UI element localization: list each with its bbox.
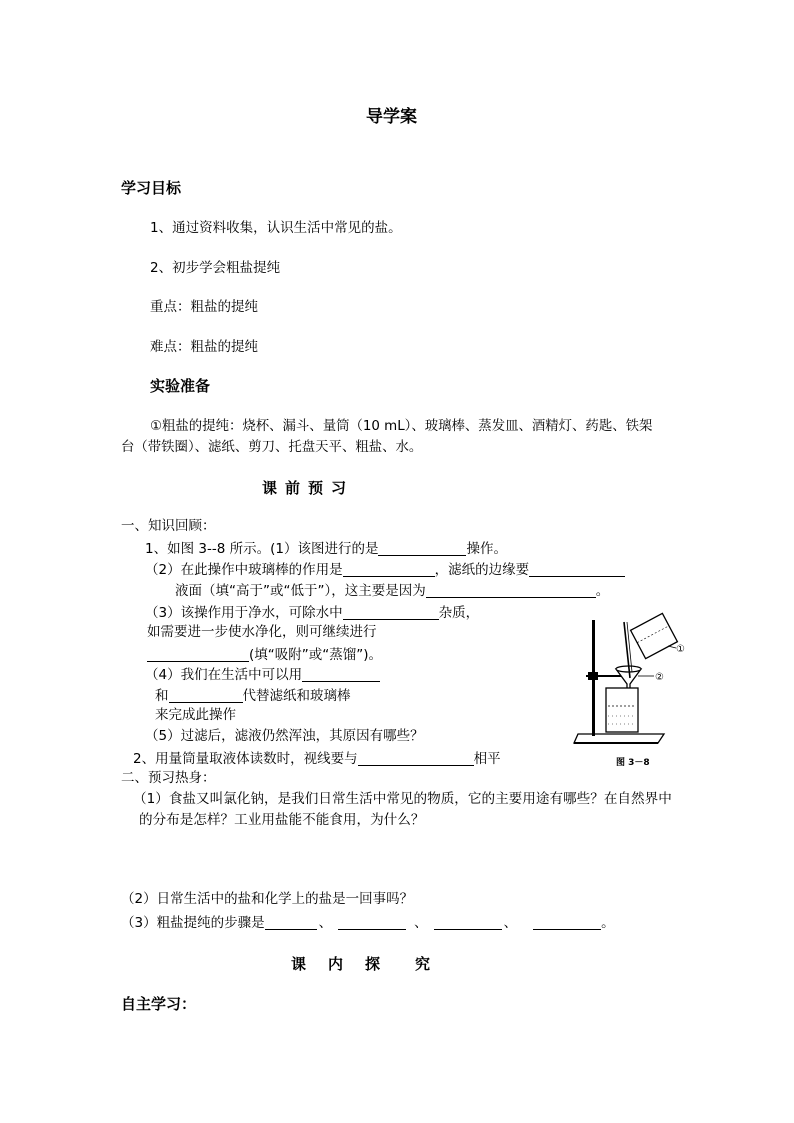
- part2-heading: 二、预习热身：: [121, 770, 216, 786]
- warmup-3: [121, 915, 615, 931]
- answer-blank[interactable]: [533, 915, 601, 930]
- stand-base: [574, 734, 664, 743]
- question-2-cont: [175, 583, 609, 599]
- filtration-figure: [572, 612, 692, 772]
- step-separator: 、: [503, 915, 518, 931]
- question-1: [145, 541, 507, 557]
- key-point: 重点：粗盐的提纯: [150, 299, 258, 315]
- answer-blank[interactable]: [338, 915, 406, 930]
- question-2-text: （2）在此操作中玻璃棒的作用是: [145, 562, 343, 578]
- difficulty-point: 难点：粗盐的提纯: [150, 339, 258, 355]
- question-2-text-2: 液面（填“高于”或“低于”），这主要是因为: [175, 583, 426, 599]
- question-3: [145, 605, 479, 621]
- question-4: [145, 667, 380, 683]
- inclass-heading: [291, 957, 435, 972]
- prep-line-2: 台（带铁圈）、滤纸、剪刀、托盘天平、粗盐、水。: [121, 440, 423, 455]
- question-2-end: 。: [595, 583, 610, 599]
- step-separator: 、: [318, 915, 333, 931]
- question-4-cont-2: 来完成此操作: [155, 707, 236, 723]
- preview-heading-char: 习: [331, 479, 347, 497]
- question-2: [145, 562, 625, 578]
- answer-blank[interactable]: [426, 583, 596, 598]
- figure-label-2: ②: [655, 672, 664, 683]
- warmup-3-text: （3）粗盐提纯的步骤是: [121, 915, 265, 931]
- pouring-beaker: [631, 613, 678, 658]
- question-2-mid: ，滤纸的边缘要: [434, 562, 530, 578]
- part1-heading: 一、知识回顾：: [121, 518, 216, 534]
- label-leader: [668, 646, 676, 648]
- prep-line-1: ①粗盐的提纯：烧杯、漏斗、量筒（10 mL）、玻璃棒、蒸发皿、酒精灯、药匙、铁架: [150, 419, 653, 434]
- warmup-2: （2）日常生活中的盐和化学上的盐是一回事吗？: [121, 891, 414, 907]
- page-title: 导学案: [366, 107, 417, 127]
- question-3-end: (填“吸附”或“蒸馏”)。: [249, 647, 383, 663]
- question-3-mid: 杂质，: [438, 605, 480, 621]
- answer-blank[interactable]: [343, 562, 435, 577]
- answer-blank[interactable]: [343, 605, 439, 620]
- preview-heading-char: 前: [285, 479, 301, 497]
- question-6: [133, 751, 501, 767]
- warmup-3-end: 。: [601, 915, 615, 931]
- step-separator: 、: [414, 915, 428, 931]
- question-6-end: 相平: [473, 751, 501, 767]
- question-6-text: 2、用量筒量取液体读数时，视线要与: [133, 751, 358, 767]
- question-4-cont: [155, 688, 351, 704]
- objective-2: 2、初步学会粗盐提纯: [150, 260, 281, 276]
- answer-blank[interactable]: [378, 541, 466, 556]
- answer-blank[interactable]: [169, 688, 243, 703]
- objective-1: 1、通过资料收集，认识生活中常见的盐。: [150, 220, 402, 236]
- question-5: （5）过滤后，滤液仍然浑浊，其原因有哪些？: [145, 728, 424, 744]
- warmup-1: （1）食盐又叫氯化钠，是我们日常生活中常见的物质，它的主要用途有哪些？在自然界中: [133, 791, 672, 807]
- receiving-beaker: [606, 688, 638, 732]
- answer-blank[interactable]: [529, 562, 625, 577]
- answer-blank[interactable]: [147, 647, 249, 662]
- self-study-heading: 自主学习：: [121, 995, 197, 1013]
- figure-label-1: ①: [676, 644, 685, 655]
- question-3-cont: 如需要进一步使水净化，则可继续进行: [147, 624, 377, 640]
- question-4-and: 和: [155, 688, 169, 704]
- inclass-heading-char: 探: [365, 955, 381, 973]
- clamp-knob: [588, 672, 598, 680]
- figure-caption: 图 3－8: [616, 758, 650, 768]
- objectives-heading: 学习目标: [121, 179, 182, 197]
- question-4-text: （4）我们在生活中可以用: [145, 667, 303, 683]
- inclass-heading-char: 究: [415, 955, 431, 973]
- inclass-heading-char: 课: [291, 955, 307, 973]
- question-4-text-2: 代替滤纸和玻璃棒: [242, 688, 351, 704]
- inclass-heading-char: 内: [328, 955, 344, 973]
- answer-blank[interactable]: [265, 915, 317, 930]
- preview-heading: [262, 481, 354, 496]
- question-3-text: （3）该操作用于净水，可除水中: [145, 605, 343, 621]
- preview-heading-char: 课: [262, 479, 278, 497]
- warmup-1-cont: 的分布是怎样？工业用盐能不能食用，为什么？: [139, 812, 425, 828]
- question-3-cont-2: [147, 647, 382, 663]
- prep-heading: 实验准备: [150, 377, 211, 395]
- question-1-end: 操作。: [466, 541, 507, 557]
- preview-heading-char: 预: [308, 479, 324, 497]
- answer-blank[interactable]: [434, 915, 502, 930]
- answer-blank[interactable]: [358, 751, 474, 766]
- answer-blank[interactable]: [302, 667, 380, 682]
- question-1-text: 1、如图 3--8 所示。(1）该图进行的是: [145, 541, 379, 557]
